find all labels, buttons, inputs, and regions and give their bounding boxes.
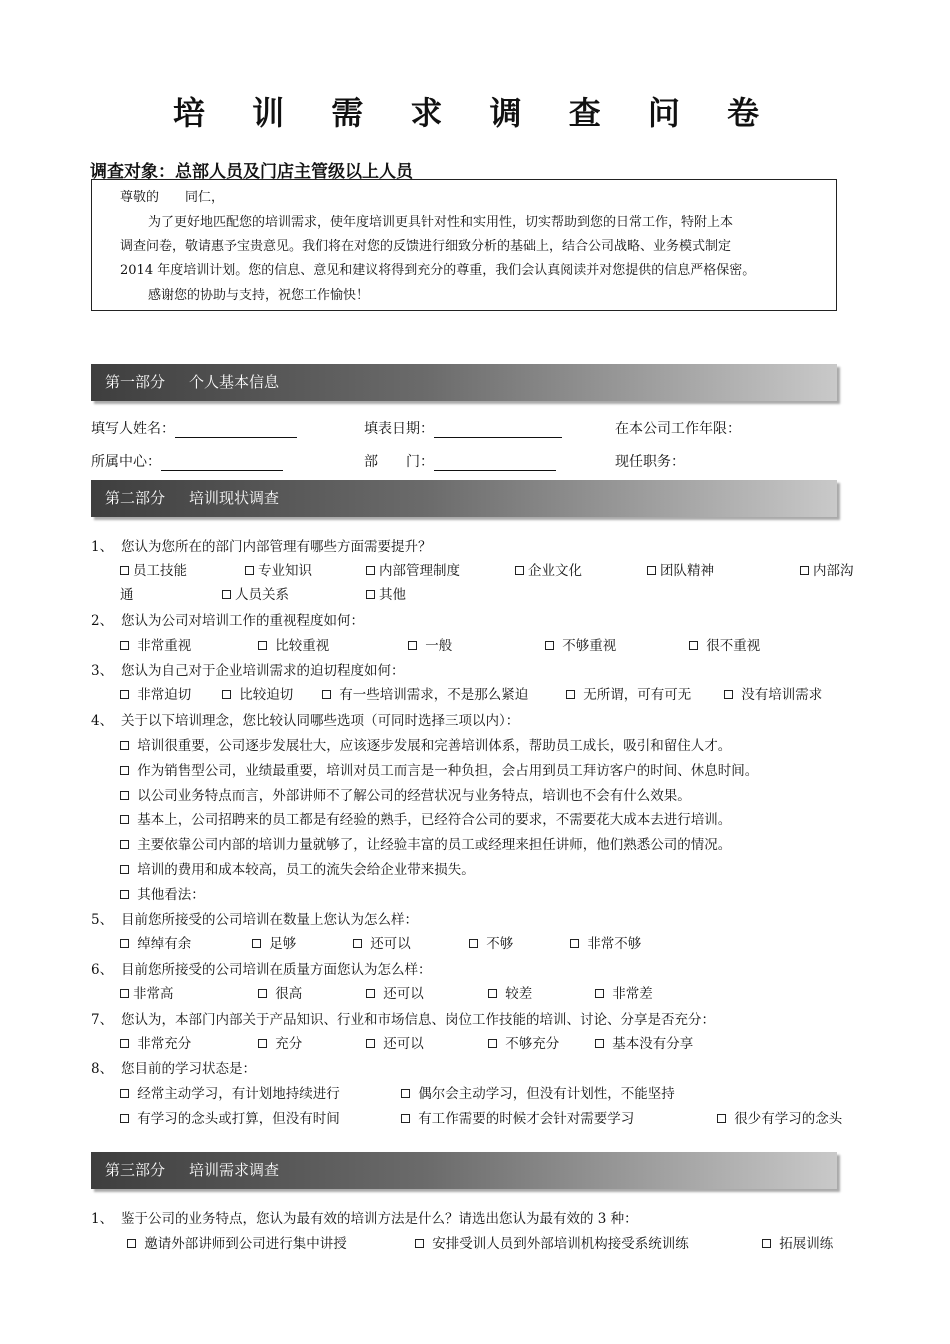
- option[interactable]: [120, 1032, 191, 1052]
- section-part: 第一部分: [105, 373, 166, 391]
- option-label: 团队精神: [660, 563, 714, 579]
- field-name-label: 填写人姓名：: [91, 421, 175, 437]
- checkbox-icon[interactable]: [515, 566, 524, 575]
- checkbox-icon[interactable]: [120, 1089, 129, 1098]
- option-label: 培训很重要，公司逐步发展壮大，应该逐步发展和完善培训体系，帮助员工成长，吸引和留住人才。: [137, 738, 732, 754]
- checkbox-icon[interactable]: [120, 1039, 129, 1048]
- option-label: 一般: [425, 638, 453, 654]
- checkbox-icon[interactable]: [120, 566, 129, 575]
- field-center-label: 所属中心：: [91, 454, 161, 470]
- field-center: [91, 451, 283, 471]
- option-label: 基本上，公司招聘来的员工都是有经验的熟手，已经符合公司的要求，不需要花大成本去进行培训。: [137, 812, 732, 828]
- intro-box: [91, 179, 837, 311]
- option[interactable]: [258, 634, 329, 654]
- option[interactable]: [258, 982, 302, 1002]
- field-date: [364, 418, 562, 438]
- option-label: 较差: [505, 986, 533, 1002]
- option-label: 没有培训需求: [741, 687, 823, 703]
- question-6: [91, 958, 432, 978]
- question-number: 7、: [91, 1012, 114, 1028]
- checkbox-icon[interactable]: [120, 791, 129, 800]
- checkbox-icon[interactable]: [120, 766, 129, 775]
- option[interactable]: [245, 559, 312, 579]
- option[interactable]: [353, 932, 411, 952]
- checkbox-icon[interactable]: [647, 566, 656, 575]
- field-years: [615, 418, 741, 438]
- checkbox-icon[interactable]: [366, 989, 375, 998]
- checkbox-icon[interactable]: [762, 1239, 771, 1248]
- option-label: 偶尔会主动学习，但没有计划性，不能坚持: [418, 1086, 675, 1102]
- question-number: 1、: [91, 539, 114, 555]
- checkbox-icon[interactable]: [120, 989, 129, 998]
- dept-input[interactable]: [434, 456, 556, 471]
- option[interactable]: [724, 683, 822, 703]
- option[interactable]: [689, 634, 760, 654]
- checkbox-icon[interactable]: [595, 989, 604, 998]
- option-label: 还可以: [383, 1036, 424, 1052]
- option-label: 非常重视: [137, 638, 192, 654]
- question-number: 1、: [91, 1211, 114, 1227]
- checkbox-icon[interactable]: [717, 1114, 726, 1123]
- question-text: 您认为公司对培训工作的重视程度如何：: [121, 613, 364, 629]
- question-text: 鉴于公司的业务特点，您认为最有效的培训方法是什么？请选出您认为最有效的 3 种：: [121, 1211, 638, 1227]
- option-label: 不够重视: [562, 638, 617, 654]
- option-label: 作为销售型公司，业绩最重要，培训对员工而言是一种负担，会占用到员工拜访客户的时间、休息时间。: [137, 763, 759, 779]
- checkbox-icon[interactable]: [120, 840, 129, 849]
- option[interactable]: [120, 1082, 340, 1102]
- field-years-label: 在本公司工作年限：: [615, 421, 741, 437]
- question-1: [91, 535, 432, 555]
- option-label: 非常迫切: [137, 687, 192, 703]
- option[interactable]: [762, 1232, 833, 1252]
- question-number: 6、: [91, 962, 114, 978]
- option[interactable]: [120, 1107, 340, 1127]
- question-number: 4、: [91, 713, 114, 729]
- option-label: 充分: [275, 1036, 303, 1052]
- option[interactable]: [595, 982, 653, 1002]
- option[interactable]: [488, 1032, 559, 1052]
- field-position: [615, 451, 685, 471]
- checkbox-icon[interactable]: [595, 1039, 604, 1048]
- option-label: 非常高: [133, 986, 174, 1002]
- section-header-3: [91, 1152, 837, 1189]
- checkbox-icon[interactable]: [245, 566, 254, 575]
- option[interactable]: [401, 1082, 675, 1102]
- option-label: 不够: [486, 936, 514, 952]
- question-7: [91, 1008, 715, 1028]
- checkbox-icon[interactable]: [258, 641, 267, 650]
- option-label: 内部管理制度: [379, 563, 460, 579]
- survey-subject: 调查对象：总部人员及门店主管级以上人员: [90, 162, 413, 182]
- option[interactable]: [120, 808, 731, 828]
- option-label: 还可以: [370, 936, 411, 952]
- page-title: 培 训 需 求 调 查 问 卷: [173, 94, 777, 132]
- question-number: 5、: [91, 912, 114, 928]
- checkbox-icon[interactable]: [120, 641, 129, 650]
- option-label: 人员关系: [235, 587, 289, 603]
- option[interactable]: [120, 634, 191, 654]
- checkbox-icon[interactable]: [120, 865, 129, 874]
- option[interactable]: [120, 932, 191, 952]
- center-input[interactable]: [161, 456, 283, 471]
- option[interactable]: [120, 833, 731, 853]
- section-header-2: [91, 480, 837, 517]
- option-label: 安排受训人员到外部培训机构接受系统训练: [432, 1236, 689, 1252]
- option-label: 以公司业务特点而言，外部讲师不了解公司的经营状况与业务特点，培训也不会有什么效果。: [137, 788, 691, 804]
- option[interactable]: [127, 1232, 347, 1252]
- intro-line: 2014 年度培训计划。您的信息、意见和建议将得到充分的尊重，我们会认真阅读并对您提供的信息严格保密。: [120, 263, 756, 278]
- option[interactable]: [566, 683, 691, 703]
- question-text: 您认为您所在的部门内部管理有哪些方面需要提升？: [121, 539, 432, 555]
- intro-greeting: 尊敬的 同仁，: [120, 190, 225, 205]
- option-label: 专业知识: [258, 563, 312, 579]
- checkbox-icon[interactable]: [469, 939, 478, 948]
- option[interactable]: [222, 683, 293, 703]
- question-text: 您目前的学习状态是：: [121, 1061, 256, 1077]
- checkbox-icon[interactable]: [488, 1039, 497, 1048]
- question-3: [91, 659, 405, 679]
- checkbox-icon[interactable]: [366, 590, 375, 599]
- section-name: 培训现状调查: [189, 489, 280, 507]
- question-text: 您认为，本部门内部关于产品知识、行业和市场信息、岗位工作技能的培训、讨论、分享是否充分：: [121, 1012, 715, 1028]
- option[interactable]: [120, 759, 758, 779]
- checkbox-icon[interactable]: [689, 641, 698, 650]
- option[interactable]: [415, 1232, 689, 1252]
- option-label: 很不重视: [706, 638, 761, 654]
- option-label: 比较重视: [275, 638, 330, 654]
- option-label: 非常差: [612, 986, 653, 1002]
- option-label: 无所谓，可有可无: [583, 687, 692, 703]
- option-label: 员工技能: [133, 563, 187, 579]
- option-label: 非常不够: [587, 936, 642, 952]
- option-label: 拓展训练: [779, 1236, 834, 1252]
- checkbox-icon[interactable]: [127, 1239, 136, 1248]
- checkbox-icon[interactable]: [724, 690, 733, 699]
- section-name: 培训需求调查: [189, 1161, 280, 1179]
- option-label: 很少有学习的念头: [734, 1111, 843, 1127]
- question-text: 目前您所接受的公司培训在质量方面您认为怎么样：: [121, 962, 432, 978]
- checkbox-icon[interactable]: [545, 641, 554, 650]
- option[interactable]: [366, 559, 460, 579]
- section-part: 第二部分: [105, 489, 166, 507]
- option[interactable]: [222, 583, 289, 603]
- field-dept: [364, 451, 556, 471]
- option-label: 有工作需要的时候才会针对需要学习: [418, 1111, 635, 1127]
- option[interactable]: [120, 883, 205, 903]
- option[interactable]: [366, 583, 406, 603]
- question-text: 关于以下培训理念，您比较认同哪些选项（可同时选择三项以内）：: [121, 713, 520, 729]
- question-number: 2、: [91, 613, 114, 629]
- intro-line: 调查问卷，敬请惠予宝贵意见。我们将在对您的反馈进行细致分析的基础上，结合公司战略、业务模式制定: [120, 239, 732, 254]
- option-label: 其他: [379, 587, 406, 603]
- option-label: 很高: [275, 986, 303, 1002]
- checkbox-icon[interactable]: [258, 989, 267, 998]
- section-part: 第三部分: [105, 1161, 166, 1179]
- checkbox-icon[interactable]: [566, 690, 575, 699]
- checkbox-icon[interactable]: [353, 939, 362, 948]
- checkbox-icon[interactable]: [415, 1239, 424, 1248]
- option-label: 基本没有分享: [612, 1036, 694, 1052]
- question-text: 您认为自己对于企业培训需求的迫切程度如何：: [121, 663, 405, 679]
- option[interactable]: [120, 784, 691, 804]
- field-dept-label: 部 门：: [364, 454, 434, 470]
- option-label: 不够充分: [505, 1036, 560, 1052]
- question-4: [91, 709, 519, 729]
- option[interactable]: [545, 634, 616, 654]
- option[interactable]: [120, 858, 475, 878]
- option-label: 邀请外部讲师到公司进行集中讲授: [144, 1236, 347, 1252]
- checkbox-icon[interactable]: [488, 989, 497, 998]
- checkbox-icon[interactable]: [322, 690, 331, 699]
- option-label: 主要依靠公司内部的培训力量就够了，让经验丰富的员工或经理来担任讲师，他们熟悉公司的情况。: [137, 837, 732, 853]
- checkbox-icon[interactable]: [408, 641, 417, 650]
- option-label: 其他看法：: [137, 887, 205, 903]
- option[interactable]: [252, 932, 296, 952]
- option[interactable]: [800, 559, 854, 579]
- option-label: 比较迫切: [239, 687, 294, 703]
- option[interactable]: [120, 559, 187, 579]
- option[interactable]: [120, 982, 174, 1002]
- intro-line: 为了更好地匹配您的培训需求，使年度培训更具针对性和实用性，切实帮助到您的日常工作，特附上本: [148, 215, 734, 230]
- option[interactable]: [408, 634, 452, 654]
- checkbox-icon[interactable]: [120, 890, 129, 899]
- option[interactable]: [469, 932, 513, 952]
- option-label: 培训的费用和成本较高，员工的流失会给企业带来损失。: [137, 862, 475, 878]
- section-name: 个人基本信息: [189, 373, 280, 391]
- checkbox-icon[interactable]: [222, 690, 231, 699]
- option[interactable]: [717, 1107, 842, 1127]
- option[interactable]: [401, 1107, 634, 1127]
- option[interactable]: [120, 734, 731, 754]
- option[interactable]: [322, 683, 528, 703]
- option[interactable]: [570, 932, 641, 952]
- option-label: 绰绰有余: [137, 936, 192, 952]
- question-2: [91, 609, 364, 629]
- option-label: 足够: [269, 936, 297, 952]
- intro-line: 感谢您的协助与支持，祝您工作愉快！: [148, 288, 370, 303]
- checkbox-icon[interactable]: [570, 939, 579, 948]
- checkbox-icon[interactable]: [252, 939, 261, 948]
- checkbox-icon[interactable]: [366, 1039, 375, 1048]
- checkbox-icon[interactable]: [120, 1114, 129, 1123]
- field-position-label: 现任职务：: [615, 454, 685, 470]
- option-label: 经常主动学习，有计划地持续进行: [137, 1086, 340, 1102]
- question-text: 目前您所接受的公司培训在数量上您认为怎么样：: [121, 912, 418, 928]
- question-number: 8、: [91, 1061, 114, 1077]
- option-continuation: 通: [120, 587, 134, 603]
- option[interactable]: [366, 982, 424, 1002]
- option[interactable]: [366, 1032, 424, 1052]
- question-8: [91, 1057, 256, 1077]
- name-input[interactable]: [175, 423, 297, 438]
- checkbox-icon[interactable]: [258, 1039, 267, 1048]
- checkbox-icon[interactable]: [401, 1089, 410, 1098]
- date-input[interactable]: [434, 423, 562, 438]
- option-label: 企业文化: [528, 563, 582, 579]
- option[interactable]: [120, 683, 191, 703]
- option[interactable]: [488, 982, 532, 1002]
- option-label: 非常充分: [137, 1036, 192, 1052]
- option-label: 内部沟: [813, 563, 854, 579]
- option[interactable]: [647, 559, 714, 579]
- checkbox-icon[interactable]: [222, 590, 231, 599]
- option[interactable]: [258, 1032, 302, 1052]
- checkbox-icon[interactable]: [120, 815, 129, 824]
- section-header-1: [91, 364, 837, 401]
- question-number: 3、: [91, 663, 114, 679]
- option-label: 还可以: [383, 986, 424, 1002]
- checkbox-icon[interactable]: [120, 741, 129, 750]
- checkbox-icon[interactable]: [366, 566, 375, 575]
- field-date-label: 填表日期：: [364, 421, 434, 437]
- option-label: 有学习的念头或打算，但没有时间: [137, 1111, 340, 1127]
- part3-question-1: [91, 1207, 638, 1227]
- option-label: 有一些培训需求，不是那么紧迫: [339, 687, 529, 703]
- field-name: [91, 418, 297, 438]
- checkbox-icon[interactable]: [120, 690, 129, 699]
- checkbox-icon[interactable]: [401, 1114, 410, 1123]
- question-5: [91, 908, 418, 928]
- option[interactable]: [515, 559, 582, 579]
- checkbox-icon[interactable]: [120, 939, 129, 948]
- option[interactable]: [595, 1032, 693, 1052]
- checkbox-icon[interactable]: [800, 566, 809, 575]
